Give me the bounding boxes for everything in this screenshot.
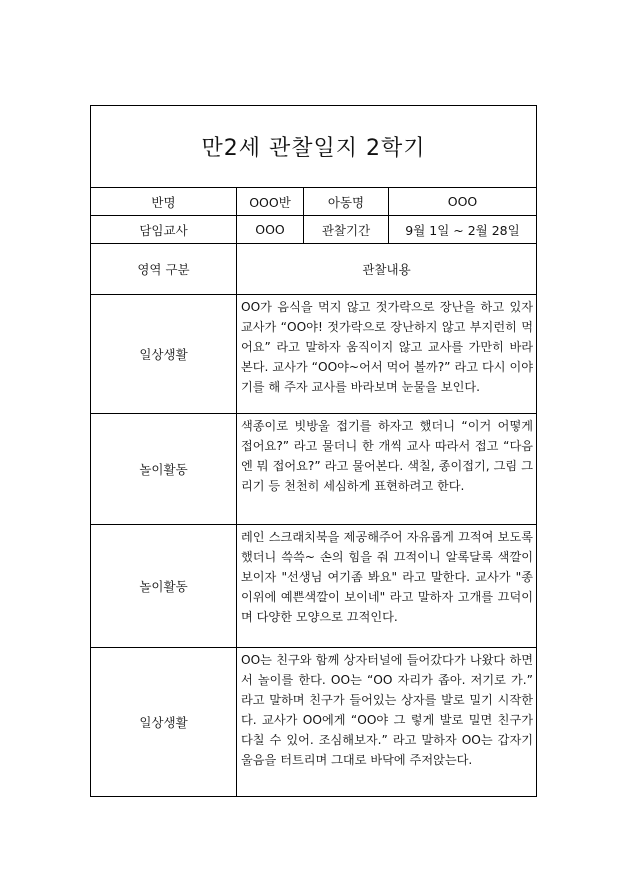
period-value: 9월 1일 ~ 2월 28일	[389, 216, 537, 244]
entry-area: 놀이활동	[91, 525, 237, 648]
class-label: 반명	[91, 188, 237, 216]
entry-text: OO는 친구와 함께 상자터널에 들어갔다가 나왔다 하면서 놀이를 한다. OO는 “OO 자리가 좁아. 저기로 가.” 라고 말하며 친구가 들어있는 상자를 발로 밀기 시작한다. 교사가 OO에게 “OO야 그 렇게 발로 밀면 친구가 다칠 수 있어. 조심해보자.” 라고 말하자 OO는 갑자기 울음을 터트리며 그대로 바닥에 주저앉는다.	[237, 648, 537, 797]
class-value: OOO반	[237, 188, 304, 216]
entry-area: 일상생활	[91, 295, 237, 414]
teacher-label: 담임교사	[91, 216, 237, 244]
entry-row	[91, 295, 537, 414]
entry-area: 일상생활	[91, 648, 237, 797]
entry-area: 놀이활동	[91, 414, 237, 525]
observation-journal	[90, 105, 536, 797]
content-header: 관찰내용	[237, 244, 537, 295]
child-label: 아동명	[304, 188, 389, 216]
entry-row	[91, 648, 537, 797]
entry-row	[91, 414, 537, 525]
area-header: 영역 구분	[91, 244, 237, 295]
entry-text: 레인 스크래치북을 제공해주어 자유롭게 끄적여 보도록 했더니 쓱쓱~ 손의 힘을 줘 끄적이니 알록달록 색깔이 보이자 "선생님 여기좀 봐요" 라고 말한다. 교사가 "종이위에 예쁜색깔이 보이네" 라고 말하자 고개를 끄덕이며 다양한 모양으로 끄적인다.	[237, 525, 537, 648]
teacher-value: OOO	[237, 216, 304, 244]
page-title: 만2세 관찰일지 2학기	[91, 106, 537, 188]
child-value: OOO	[389, 188, 537, 216]
period-label: 관찰기간	[304, 216, 389, 244]
entry-text: OO가 음식을 먹지 않고 젓가락으로 장난을 하고 있자 교사가 “OO야! 젓가락으로 장난하지 않고 부지런히 먹어요” 라고 말하자 움직이지 않고 교사를 가만히 바라본다. 교사가 “OO야~어서 먹어 볼까?” 라고 다시 이야기를 해 주자 교사를 바라보며 눈물을 보인다.	[237, 295, 537, 414]
entry-text: 색종이로 빗방울 접기를 하자고 했더니 “이거 어떻게 접어요?” 라고 물더니 한 개씩 교사 따라서 접고 “다음엔 뭐 접어요?” 라고 물어본다. 색칠, 종이접기, 그림 그리기 등 천천히 세심하게 표현하려고 한다.	[237, 414, 537, 525]
journal-table	[90, 105, 537, 797]
entry-row	[91, 525, 537, 648]
